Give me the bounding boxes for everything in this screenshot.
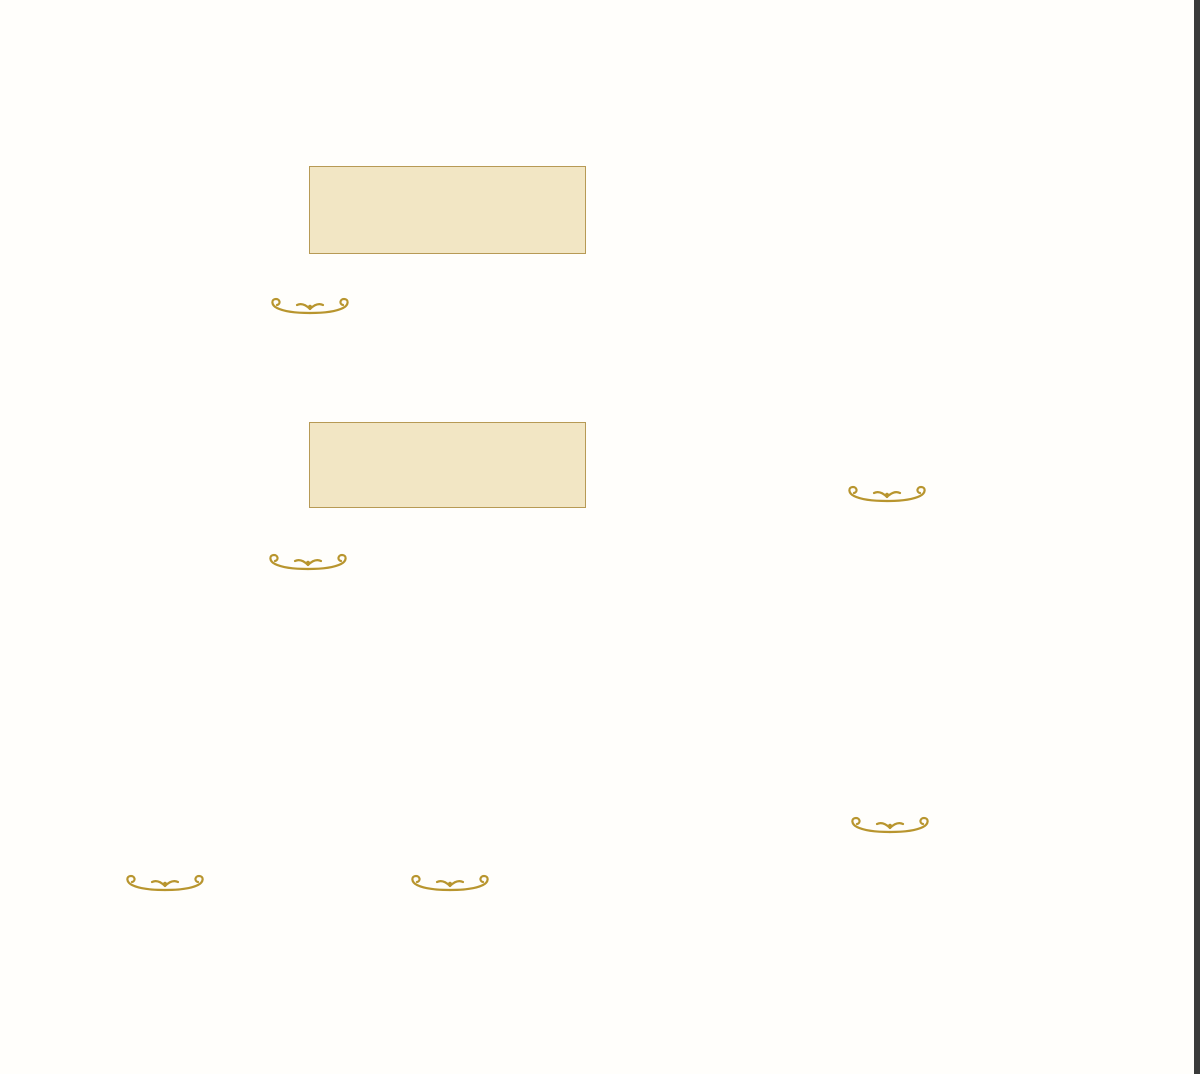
menu-item-tatziki (33, 67, 304, 85)
ornament-flourish (407, 873, 493, 895)
hot-meze-plater-box (309, 422, 586, 508)
item-name (33, 162, 304, 180)
item-name (33, 210, 304, 228)
item-name (33, 114, 304, 130)
cold-meze-plater-box (309, 166, 586, 254)
menu-item-buffalo-couscous (315, 114, 586, 132)
ornament-flourish (844, 484, 930, 506)
item-name (315, 67, 586, 85)
ornament-flourish (265, 552, 351, 574)
item-name (33, 67, 304, 85)
ornament-flourish (267, 296, 353, 318)
menu-item-aubergine-ratatouille (33, 210, 304, 228)
ornament-flourish (122, 873, 208, 895)
menu-item-vine-leaves (315, 67, 586, 85)
menu-item-hummus (33, 162, 304, 180)
menu-item-taramasalata (33, 114, 304, 130)
item-name (315, 114, 586, 132)
ornament-flourish (847, 815, 933, 837)
